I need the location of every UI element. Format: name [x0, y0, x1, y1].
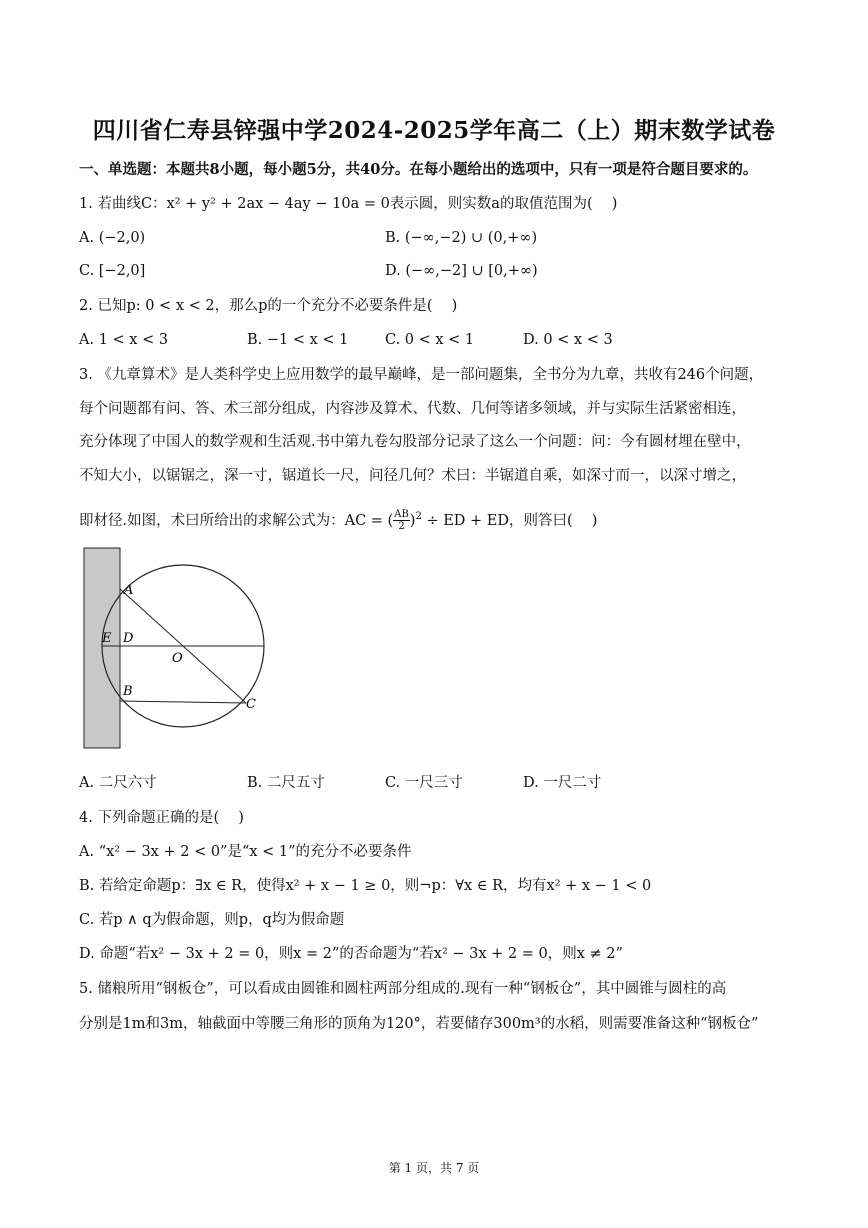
question-3-line-1: 3. 《九章算术》是人类科学史上应用数学的最早巅峰，是一部问题集，全书分为九章，共收有246个问题， [79, 367, 764, 383]
q4-option-b: B. 若给定命题p：∃x ∈ R，使得x² + x − 1 ≥ 0，则¬p：∀x ∈ R，均有x² + x − 1 < 0 [79, 878, 652, 894]
question-3-line-2: 每个问题都有问、答、术三部分组成，内容涉及算术、代数、几何等诸多领域，并与实际生活紧密相连， [79, 401, 746, 417]
label-c: C [246, 697, 256, 712]
page-footer: 第 1 页，共 7 页 [388, 1161, 480, 1175]
q3-option-c: C. 一尺三寸 [385, 775, 463, 791]
formula-suffix: ÷ ED + ED，则答曰( ) [426, 512, 598, 529]
circle-in-wall-figure [78, 545, 278, 751]
q4-option-c: C. 若p ∧ q为假命题，则p，q均为假命题 [79, 912, 345, 928]
line-bc [120, 701, 246, 703]
label-e: E [102, 631, 112, 646]
q4-option-d: D. 命题“若x² − 3x + 2 = 0，则x = 2”的否命题为“若x² − 3x + 2 = 0，则x ≠ 2” [79, 946, 623, 962]
label-o: O [172, 651, 183, 666]
formula-fraction [393, 509, 410, 532]
formula-paren: ( [387, 512, 394, 529]
formula-prefix: 即材径.如图，术曰所给出的求解公式为：AC = [79, 512, 388, 529]
q1-option-a: A. (−2,0) [79, 230, 146, 246]
q3-option-d: D. 一尺二寸 [523, 775, 602, 791]
q1-option-d: D. (−∞,−2] ∪ [0,+∞) [385, 263, 538, 279]
fraction-denominator: 2 [398, 521, 405, 533]
q2-option-d: D. 0 < x < 3 [523, 332, 613, 348]
q3-option-a: A. 二尺六寸 [79, 775, 157, 791]
label-d: D [123, 631, 134, 646]
q2-option-b: B. −1 < x < 1 [247, 332, 349, 348]
question-5-line-2: 分别是1m和3m，轴截面中等腰三角形的顶角为120°，若要储存300m³的水稻，则需要准备这种“钢板仓” [79, 1016, 759, 1032]
page-title: 四川省仁寿县锌强中学2024-2025学年高二（上）期末数学试卷 [92, 117, 776, 144]
question-4-stem: 4. 下列命题正确的是( ) [79, 810, 244, 826]
q2-option-a: A. 1 < x < 3 [79, 332, 169, 348]
question-3-line-5: 即材径.如图，术曰所给出的求解公式为：AC = ( $\frac{AB}{2}$ )$^2$ ÷ ED + ED，则答曰( ) [79, 509, 598, 533]
question-2-stem: 2. 已知p: 0 < x < 2，那么p的一个充分不必要条件是( ) [79, 298, 458, 314]
formula-exponent: 2 [415, 511, 422, 522]
label-a: A [124, 583, 134, 598]
q1-option-b: B. (−∞,−2) ∪ (0,+∞) [385, 230, 538, 246]
question-3-line-4: 不知大小，以锯锯之，深一寸，锯道长一尺，问径几何？术曰：半锯道自乘，如深寸而一，以深寸增之， [79, 468, 746, 484]
q4-option-a: A. “x² − 3x + 2 < 0”是“x < 1”的充分不必要条件 [79, 844, 412, 860]
q3-option-b: B. 二尺五寸 [247, 775, 325, 791]
question-5-line-1: 5. 储粮所用“钢板仓”，可以看成由圆锥和圆柱两部分组成的.现有一种“钢板仓”，其中圆锥与圆柱的高 [79, 981, 727, 997]
question-3-line-3: 充分体现了中国人的数学观和生活观.书中第九卷勾股部分记录了这么一个问题：问：今有圆材埋在壁中， [79, 434, 751, 450]
q2-option-c: C. 0 < x < 1 [385, 332, 475, 348]
label-b: B [123, 684, 133, 699]
fraction-numerator: AB [394, 509, 409, 521]
section-heading: 一、单选题：本题共8小题，每小题5分，共40分。在每小题给出的选项中，只有一项是符合题目要求的。 [79, 161, 758, 178]
q1-option-c: C. [−2,0] [79, 263, 146, 279]
question-1-stem: 1. 若曲线C：x² + y² + 2ax − 4ay − 10a = 0表示圆，则实数a的取值范围为( ) [79, 196, 618, 212]
